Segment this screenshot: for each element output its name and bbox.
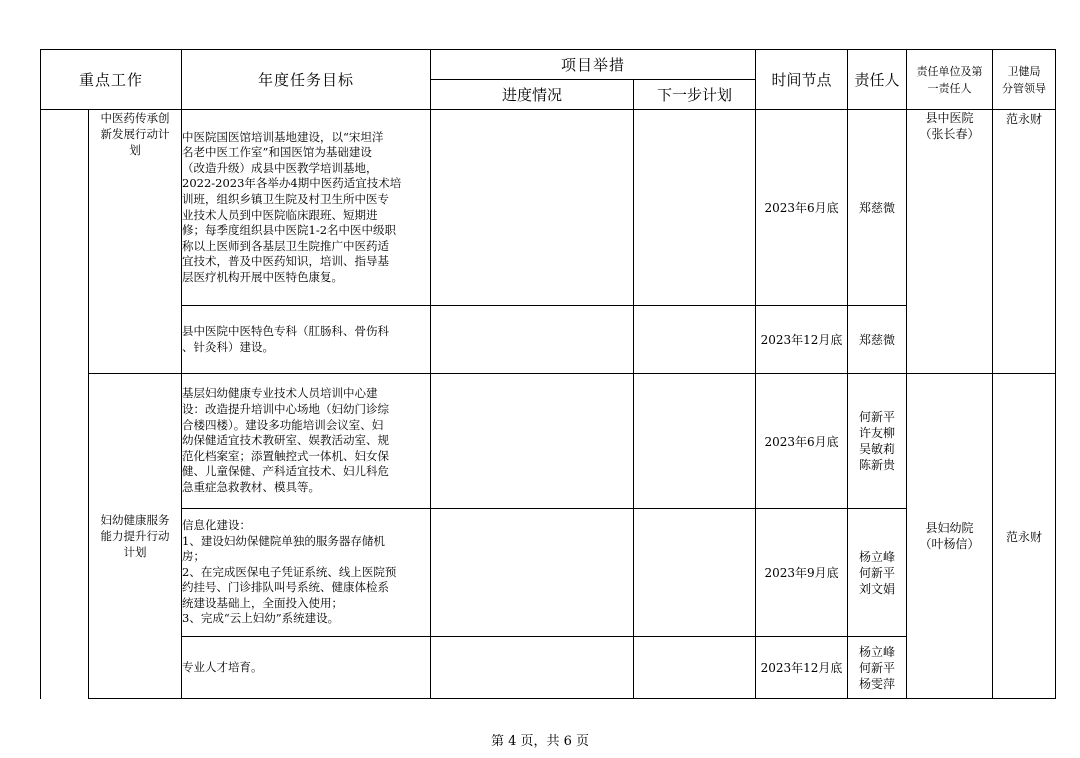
table-row — [41, 110, 1056, 306]
next-plan-cell — [634, 637, 756, 699]
task-line: 中医院国医馆培训基地建设，以“宋坦洋 — [182, 129, 384, 144]
task-line: 信息化建设： — [182, 517, 252, 532]
unit-cell — [907, 374, 993, 699]
next-plan-cell — [634, 110, 756, 306]
person-name: 刘文娟 — [859, 581, 896, 596]
task-line: （改造升级）成县中医教学培训基地， — [182, 160, 378, 175]
leader-cell: 范永财 — [993, 374, 1056, 699]
progress-cell — [431, 306, 634, 374]
person-name: 郑慈微 — [859, 332, 896, 347]
category-line: 中医药传承创 — [100, 111, 170, 125]
person-name: 何新平 — [859, 660, 896, 675]
category-line: 新发展行动计 — [100, 127, 170, 141]
progress-header: 进度情况 — [431, 80, 634, 110]
measures-header: 项目举措 — [431, 50, 756, 80]
key-work-header: 重点工作 — [41, 50, 182, 110]
time-cell: 2023年6月底 — [756, 374, 848, 509]
task-cell — [182, 374, 431, 509]
annual-goal-header: 年度任务目标 — [182, 50, 431, 110]
task-line: 层医疗机构开展中医特色康复。 — [182, 269, 344, 284]
task-line: 、针灸科）建设。 — [182, 339, 275, 354]
task-line: 范化档案室；添置触控式一体机、妇女保 — [182, 448, 390, 463]
responsible-cell — [848, 509, 907, 637]
unit-cell — [907, 110, 993, 374]
unit-first-header-line: 责任单位及第 — [916, 64, 983, 78]
task-line: 合楼四楼）。建设多功能培训会议室、妇 — [182, 417, 384, 432]
bureau-leader-header-line: 卫健局 — [1007, 64, 1041, 78]
work-plan-table — [40, 49, 1056, 699]
responsible-cell — [848, 306, 907, 374]
responsible-cell — [848, 374, 907, 509]
page-footer: 第 4 页，共 6 页 — [490, 734, 590, 749]
task-line: 宜技术，普及中医药知识，培训、指导基 — [182, 254, 390, 269]
header-row-1 — [41, 50, 1056, 80]
leader-cell: 范永财 — [993, 110, 1056, 374]
task-cell — [182, 637, 431, 699]
next-plan-cell — [634, 374, 756, 509]
task-line: 专业人才培育。 — [182, 659, 263, 674]
unit-line: （叶杨信） — [919, 537, 980, 551]
unit-line: 县妇幼院 — [925, 521, 974, 535]
time-cell: 2023年12月底 — [756, 306, 848, 374]
task-line: 名老中医工作室”和国医馆为基础建设 — [182, 145, 372, 160]
time-cell: 2023年12月底 — [756, 637, 848, 699]
unit-line: （张长春） — [919, 127, 980, 141]
unit-first-header-line: 一责任人 — [927, 81, 972, 95]
category-line: 计划 — [123, 545, 147, 559]
task-line: 2、在完成医保电子凭证系统、线上医院预 — [182, 564, 397, 579]
table-row — [41, 509, 1056, 637]
next-plan-header: 下一步计划 — [634, 80, 756, 110]
next-plan-cell — [634, 306, 756, 374]
unit-line: 县中医院 — [925, 111, 974, 125]
task-line: 健、儿童保健、产科适宜技术、妇儿科危 — [182, 464, 390, 479]
outer-category-cell — [41, 110, 89, 699]
progress-cell — [431, 509, 634, 637]
progress-cell — [431, 637, 634, 699]
person-name: 吴敏莉 — [859, 442, 896, 456]
category-cell — [89, 110, 182, 374]
table-row — [41, 637, 1056, 699]
table-row — [41, 374, 1056, 509]
progress-cell — [431, 374, 634, 509]
task-cell — [182, 110, 431, 306]
unit-first-header — [907, 50, 993, 110]
time-cell: 2023年9月底 — [756, 509, 848, 637]
task-line: 训班，组织乡镇卫生院及村卫生所中医专 — [182, 191, 390, 206]
category-line: 能力提升行动 — [100, 529, 170, 543]
person-name: 杨立峰 — [859, 549, 896, 564]
person-name: 许友柳 — [859, 426, 896, 440]
category-line: 划 — [129, 143, 141, 157]
task-line: 急重症急救教材、模具等。 — [182, 479, 321, 494]
person-name: 陈新贵 — [859, 458, 896, 472]
task-line: 统建设基础上，全面投入使用； — [182, 595, 344, 610]
person-name: 杨雯萍 — [859, 676, 896, 691]
category-cell — [89, 374, 182, 699]
table-row — [41, 306, 1056, 374]
task-line: 修；每季度组织县中医院1-2名中医中级职 — [182, 223, 397, 238]
person-name: 何新平 — [859, 410, 896, 424]
task-line: 约挂号、门诊排队叫号系统、健康体检系 — [182, 580, 390, 595]
bureau-leader-header-line: 分管领导 — [1002, 81, 1047, 95]
task-line: 称以上医师到各基层卫生院推广中医药适 — [182, 238, 390, 253]
time-node-header: 时间节点 — [756, 50, 848, 110]
task-cell — [182, 509, 431, 637]
task-line: 业技术人员到中医院临床跟班、短期进 — [182, 207, 378, 222]
responsible-cell — [848, 637, 907, 699]
time-cell: 2023年6月底 — [756, 110, 848, 306]
responsible-header: 责任人 — [848, 50, 907, 110]
task-line: 县中医院中医特色专科（肛肠科、骨伤科 — [182, 323, 390, 338]
task-line: 基层妇幼健康专业技术人员培训中心建 — [182, 386, 378, 401]
responsible-cell — [848, 110, 907, 306]
person-name: 郑慈微 — [859, 200, 896, 215]
task-line: 3、完成“云上妇幼”系统建设。 — [182, 611, 340, 626]
next-plan-cell — [634, 509, 756, 637]
person-name: 何新平 — [859, 565, 896, 580]
category-line: 妇幼健康服务 — [100, 513, 170, 527]
bureau-leader-header — [993, 50, 1056, 110]
task-cell — [182, 306, 431, 374]
task-line: 设：改造提升培训中心场地（妇幼门诊综 — [182, 402, 390, 417]
task-line: 1、建设妇幼保健院单独的服务器存储机 — [182, 533, 385, 548]
person-name: 杨立峰 — [859, 644, 896, 659]
task-line: 房； — [182, 549, 206, 564]
progress-cell — [431, 110, 634, 306]
task-line: 2022-2023年各举办4期中医药适宜技术培 — [182, 176, 402, 191]
task-line: 幼保健适宜技术教研室、娱教活动室、规 — [182, 433, 390, 448]
